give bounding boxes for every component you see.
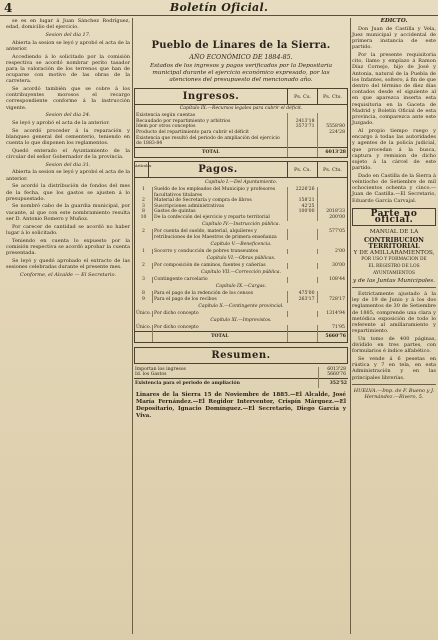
row-amount: 200'00 (317, 215, 347, 221)
middle-column (134, 18, 348, 420)
paragraph: Se acordó la distribución de fondos del mes de la fecha, que los gastos se ajusten á lo presupuestado. (6, 183, 130, 202)
row-amount: 728'17 (317, 297, 347, 303)
paragraph: Accediendo á lo solicitado por la comisión respectiva se acordó nombrar perito tasador para la valoración de los terrenos que han de ocuparse con motivo de las obras de la carretera. (6, 53, 130, 85)
row-text: Por dicho concepto (154, 325, 199, 331)
row-text: Gastos de quintas (154, 209, 196, 215)
session-heading: Sesion del dia 24. (45, 112, 91, 119)
resumen-table (134, 367, 348, 389)
row-amount: 5660'76 (318, 372, 348, 378)
divider (352, 384, 436, 385)
row-text: Socorro y conducción de pobres transeuntes (154, 248, 259, 254)
row-amount: 263'17 (287, 297, 317, 303)
row-text: Existencia que resultó del periodo de ampliación del ejercicio de 1883-84 (136, 135, 280, 147)
paragraph: Se acordó proceder á la reparación y blanqueo general del cementerio, teniendo en cuenta lo que disponen los reglamentos. (6, 127, 130, 147)
paragraph: Se vende á 6 pesetas en rústica y 7 en tela, en esta Administración y en las principales librerías. (352, 355, 436, 381)
column-divider (132, 18, 133, 634)
row-text: Idem por otros conceptos (136, 124, 196, 130)
row-amount: 2'00 (317, 249, 347, 255)
column-header: Ps. Cs. (287, 89, 317, 104)
paragraph: Abierta la sesion se leyó y aprobó el acta de la anterior. (6, 39, 130, 52)
row-text: Sueldo de los empleados del Municipio y profesores facultativos titulares (154, 186, 276, 198)
table-row (135, 229, 347, 240)
row-amount: 30'00 (317, 263, 347, 269)
row-number: 9 (135, 297, 153, 303)
row-number: 8 (135, 209, 153, 215)
non-official-title: Parte no oficial. (352, 208, 436, 226)
table-row (135, 136, 347, 148)
paragraph: Por la presente requisitoria cito, llamo y emplazo á Ramon Díaz Cornejo, hijo de José y Antonia, natural de la Puebla de los Infantes, soltero, á fin de que dentro del término de diez días contados desde el siguiente al en que aparezca inserta esta requisitoria en la Gaceta de Madrid y Boletín Oficial de esta provincia, comparezca ante este Juzgado. (352, 52, 436, 127)
row-number: Único. (136, 311, 152, 317)
row-number: 3 (135, 277, 153, 283)
imprint: HUELVA.—Imp. de F. Bueno y J. Hernández.—Rivero, 5. (353, 387, 435, 400)
row-number: Único. (136, 325, 152, 331)
paragraph: Quedó enterado el Ayuntamiento de la circular del señor Gobernador de la provincia. (6, 147, 130, 161)
closing-line: Conforme, el Alcalde — El Secretario. (19, 271, 117, 278)
chapter-caption: Capítulo IX.—Recursos legales para cubrir el déficit. (179, 106, 303, 112)
row-number: 1 (135, 187, 153, 198)
row-text: Por cuenta del sueldo, material, alquileres y retribuciones de los Maestros de primera enseñanza (154, 229, 277, 240)
ingresos-label: Ingresos. (182, 90, 240, 102)
right-column (352, 18, 436, 402)
manual-line: POR USO Y FORMACION DE (361, 257, 427, 263)
row-number: 3 (135, 204, 153, 210)
manual-line: Y DE AMILLARAMIENTOS, (353, 249, 435, 256)
paragraph: se es en lugar á Juan Sánchez Rodríguez, edad, domicilio del ejercicio. (6, 18, 130, 31)
row-amount: 100'00 (287, 209, 317, 215)
article-description: Estados de los ingresos y pagos verificados por la Depositaria municipal durante el ejercicio económico expresado, por las atenciones del presupuesto del mencionado año. (149, 63, 333, 84)
chapter-caption: Capítulo VI.—Obras públicas. (206, 255, 276, 261)
row-text: Producto del repartimiento para cubrir el déficit (136, 129, 249, 135)
row-text: Por composición de caminos, fuentes y cañerías (154, 263, 266, 269)
total-row (135, 147, 347, 157)
pagos-rows (135, 178, 347, 341)
edict-title: EDICTO. (380, 18, 408, 24)
row-number: 2 (135, 263, 153, 269)
session-heading: Sesion del dia 17. (45, 31, 91, 38)
paragraph: Se acordó también que se cobre á los contribuyentes morosos el recargo correspondiente conforme á la instrucción vigente. (6, 86, 130, 111)
row-text: Para el pago de los recibos (154, 297, 217, 303)
row-amount (317, 136, 347, 148)
paragraph: Al propio tiempo ruego y encargo á todas las autoridades y agentes de la policía judicial, que procedan á la busca, captura y remision de dicho sujeto á la cárcel de este partido. (352, 127, 436, 172)
column-header: Ps. Cts. (317, 162, 347, 177)
row-text: Por dicho concepto (154, 311, 199, 317)
total-label: TOTAL (153, 332, 287, 342)
divider (352, 287, 436, 288)
row-amount: 158'21 (287, 198, 317, 204)
manual-line: MANUAL DE LA (369, 229, 419, 236)
row-text: Suscripciones administrativas (154, 203, 225, 209)
row-amount: 3573'71 (287, 124, 317, 130)
paragraph: Se leyó y aprobó el acta de la anterior. (12, 120, 110, 127)
row-amount (287, 229, 317, 240)
row-amount: 5558'80 (317, 124, 347, 130)
row-amount: 2018'33 (317, 209, 347, 215)
row-amount: 1314'94 (317, 311, 347, 317)
pagos-label: Pagos. (198, 164, 238, 176)
row-amount: 352'52 (318, 378, 348, 388)
table-row (134, 378, 348, 388)
paragraph: Se leyó y quedó aprobado el extracto de las sesiones celebradas durante el presente mes. (6, 257, 130, 270)
paragraph: Abierta la sesion se leyó y aprobó el acta de la anterior. (6, 169, 130, 182)
masthead (0, 0, 438, 16)
session-heading: Sesion del dia 31. (45, 161, 91, 168)
ingresos-rows (135, 105, 347, 158)
row-number: 2 (135, 229, 153, 240)
row-amount: 108'44 (317, 277, 347, 283)
manual-line: CONTRIBUCION TERRITORIAL (363, 235, 424, 250)
column-header: Ps. Cs. (287, 162, 317, 177)
row-number: 10 (135, 215, 153, 221)
total-amount: 6013'28 (317, 147, 347, 157)
row-amount: 2413'18 (287, 119, 317, 125)
article-title: Pueblo de Linares de la Sierra. (151, 40, 331, 51)
row-amount: 577'05 (317, 229, 347, 240)
row-amount (287, 136, 317, 148)
paragraph: Por carecer de cantidad se acordó no haber lugar á lo solicitado. (6, 223, 130, 236)
resumen-title: Resumen. (134, 347, 348, 364)
row-text: Recaudado por repartimiento y arbitrios (136, 118, 231, 124)
row-text: Id. los Gastos (135, 372, 167, 378)
paragraph: Don Juan de Castilla y Vela, Juez municipal y accidental de primera instancia de este partido. (352, 25, 436, 51)
row-text: Existencia según cuentas (136, 113, 196, 119)
manual-line: EL REGISTRO DE LOS AYUNTAMIENTOS (368, 264, 420, 276)
total-amount: 5660'76 (317, 332, 347, 342)
manual-line: y de las Juntas Municipales. (352, 277, 436, 284)
chapter-caption: Capítulo XI.—Imprevistos. (210, 318, 272, 324)
row-number: 2 (135, 198, 153, 204)
total-row (135, 332, 347, 342)
column-divider (350, 18, 351, 634)
chapter-caption: Capítulo VII.—Corrección pública. (201, 270, 281, 276)
column-header: Artículos (135, 162, 149, 177)
chapter-caption: Capítulo IV.—Instrucción pública. (201, 222, 281, 228)
column-header: Ps. Cts. (317, 89, 347, 104)
total-label: TOTAL (135, 147, 287, 157)
row-amount: 475'00 (287, 291, 317, 297)
table-row (135, 187, 347, 198)
chapter-caption: Capítulo V.—Beneficencia. (210, 241, 272, 247)
paragraph: Estrictamente ajustado á la ley de 19 de Junio y á los dos reglamentos de 30 de Setiembre de 1885, comprende una clara y metódica exposición de todo lo referente al amillaramiento y repartimiento. (352, 290, 436, 335)
row-text: Para el pago de la redención de los censos (154, 291, 253, 297)
row-amount: 71'95 (317, 325, 347, 331)
paragraph: Un tomo de 400 páginas, dividido en tres partes, con formularios é índice alfabético. (352, 335, 436, 355)
row-amount: 6013'28 (318, 367, 348, 373)
paragraph: Dado en Castilla de la Sierra á veintiocho de Setiembre de mil ochocientos ochenta y cinco.—Juan de Castilla.—El Secretario, Eduardo García Carvajal. (352, 172, 436, 204)
row-amount: 42'25 (287, 204, 317, 210)
row-amount: 224'28 (317, 130, 347, 136)
ingresos-table (134, 88, 348, 159)
row-text: Existencia para el periodo de ampliación (134, 378, 318, 388)
row-text: Contingente carcelario (154, 277, 208, 283)
publication-title: Boletín Oficial. (169, 1, 269, 14)
paragraph: Se nombró cabo de la guardia municipal, por vacante, al que con este nombramiento resulta ser D. Antonio Romero y Muñoz. (6, 203, 130, 222)
signature-footer: Linares de la Sierra 15 de Noviembre de 1885.—El Alcalde, José María Fernández.—El Regidor Interventor, Crispín Márquez.—El Depositario, Ignacio Domínguez.—El Secretario, Diego García y Viva. (136, 392, 346, 420)
paragraph: Teniendo en cuenta lo expuesto por la comisión respectiva se acordó aprobar la cuenta presentada. (6, 237, 130, 256)
chapter-caption: Capítulo X.—Contingente provincial. (198, 304, 284, 310)
row-amount (317, 187, 347, 198)
ingresos-header (135, 89, 347, 105)
row-number: 1 (135, 249, 153, 255)
page-number: 4 (4, 1, 13, 15)
pagos-header (135, 162, 347, 178)
row-number: 8 (135, 291, 153, 297)
row-amount: 2226'26 (287, 187, 317, 198)
row-text: De la confección del ejercicio y reparto territorial (154, 214, 270, 220)
row-text: Importan los ingresos (135, 366, 186, 372)
chapter-caption: Capítulo I.—Del Ayuntamiento. (204, 179, 278, 185)
left-column (6, 18, 130, 279)
chapter-caption: Capítulo IX.—Cargas. (215, 284, 267, 290)
article-subtitle: AÑO ECONÓMICO DE 1884-85. (189, 54, 293, 61)
row-text: Material de Secretaría y compra de libros (154, 198, 252, 204)
pagos-table (134, 161, 348, 342)
